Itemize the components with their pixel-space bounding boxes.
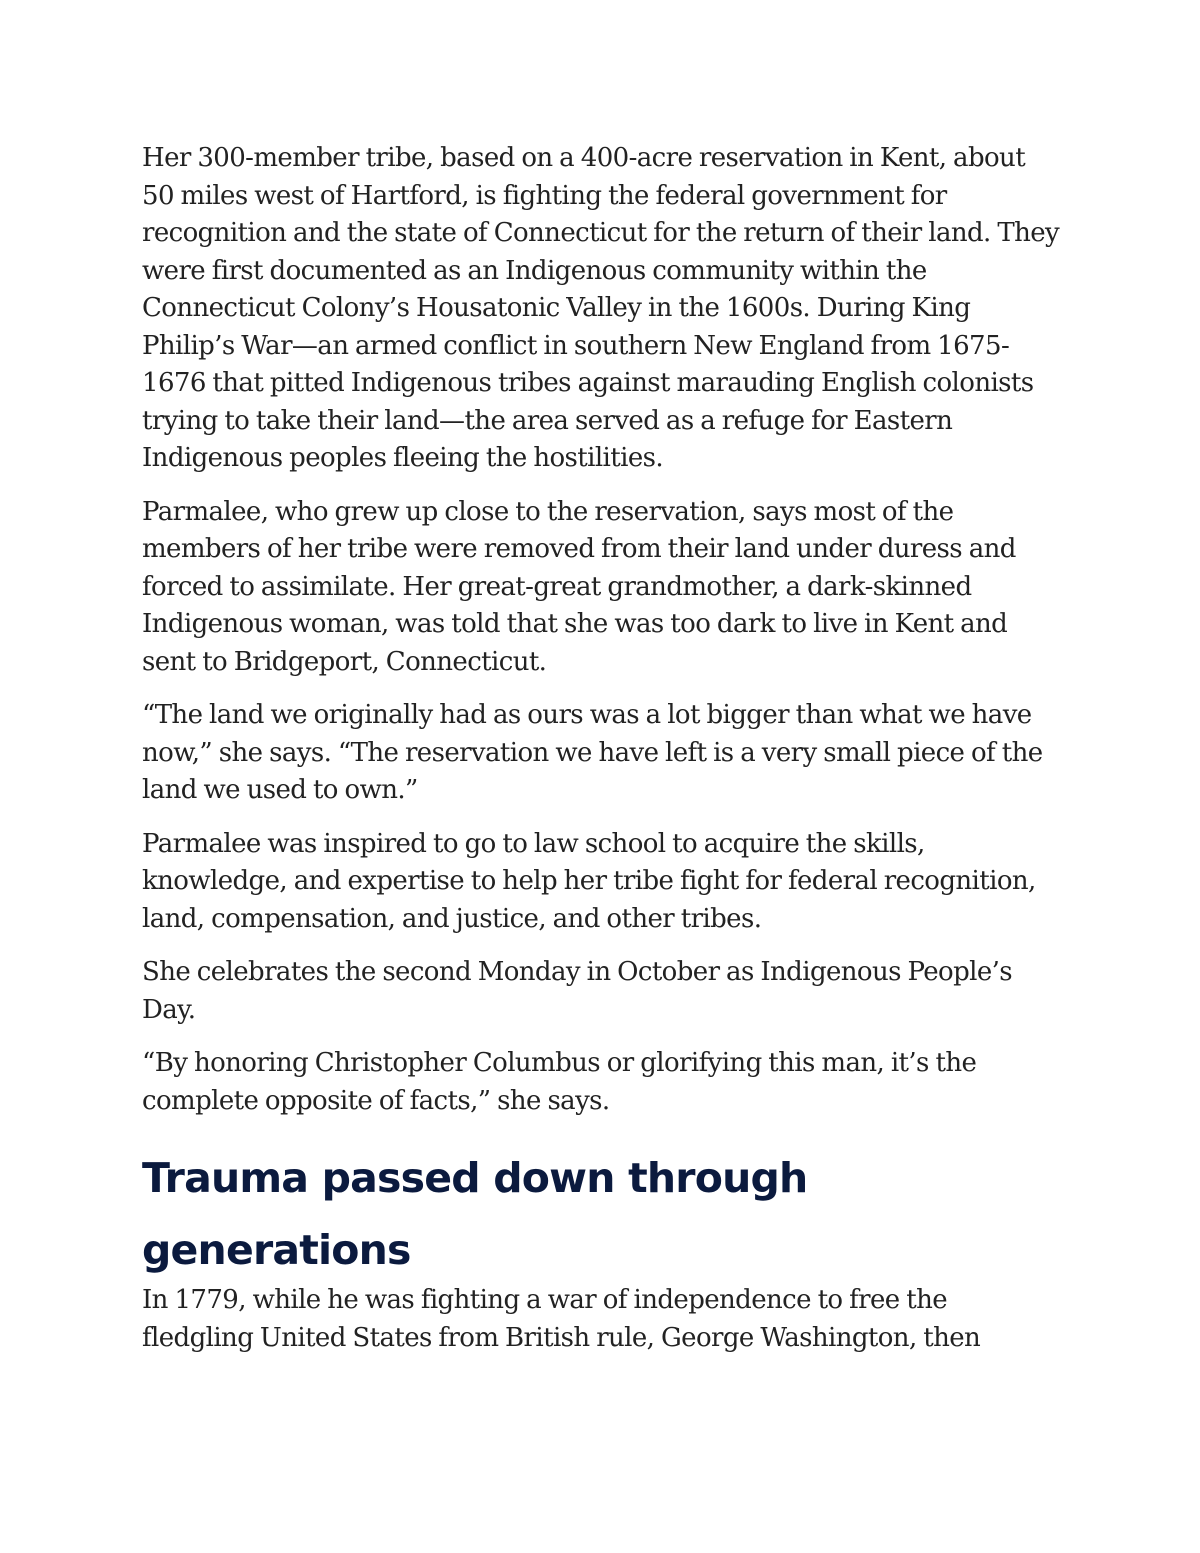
paragraph-law-school: Parmalee was inspired to go to law school to acquire the skills, knowledge, and expertise to help her tribe fight for federal recognition, land, compensation, and justice, and other tribes. bbox=[142, 828, 1036, 934]
paragraph-washington-1779: In 1779, while he was fighting a war of independence to free the fledgling United States from British rule, George Washington, then bbox=[142, 1285, 981, 1353]
paragraph-indigenous-peoples-day: She celebrates the second Monday in October as Indigenous People’s Day. bbox=[142, 957, 1013, 1025]
paragraph-tribe-history: Her 300-member tribe, based on a 400-acre reservation in Kent, about 50 miles west of Hartford, is fighting the federal government for recognition and the state of Connecticut for the return of their land. They were first documented as an Indigenous community within the Connecticut Colony’s Housatonic Valley in the 1600s. During King Philip’s War—an armed conflict in southern New England from 1675-1676 that pitted Indigenous tribes against marauding English colonists trying to take their land—the area served as a refuge for Eastern Indigenous peoples fleeing the hostilities. bbox=[142, 143, 1060, 473]
paragraph-columbus-quote: “By honoring Christopher Columbus or glorifying this man, it’s the complete opposite of facts,” she says. bbox=[142, 1048, 977, 1116]
paragraph-parmalee-family: Parmalee, who grew up close to the reservation, says most of the members of her tribe were removed from their land under duress and forced to assimilate. Her great-great grandmother, a dark-skinned Indigenous woman, was told that she was too dark to live in Kent and sent to Bridgeport, Connecticut. bbox=[142, 496, 1016, 677]
section-heading: Trauma passed down through generations bbox=[142, 1154, 808, 1274]
article-body bbox=[142, 140, 1062, 1373]
paragraph-land-quote: “The land we originally had as ours was a lot bigger than what we have now,” she says. “The reservation we have left is a very small piece of the land we used to own.” bbox=[142, 700, 1043, 805]
